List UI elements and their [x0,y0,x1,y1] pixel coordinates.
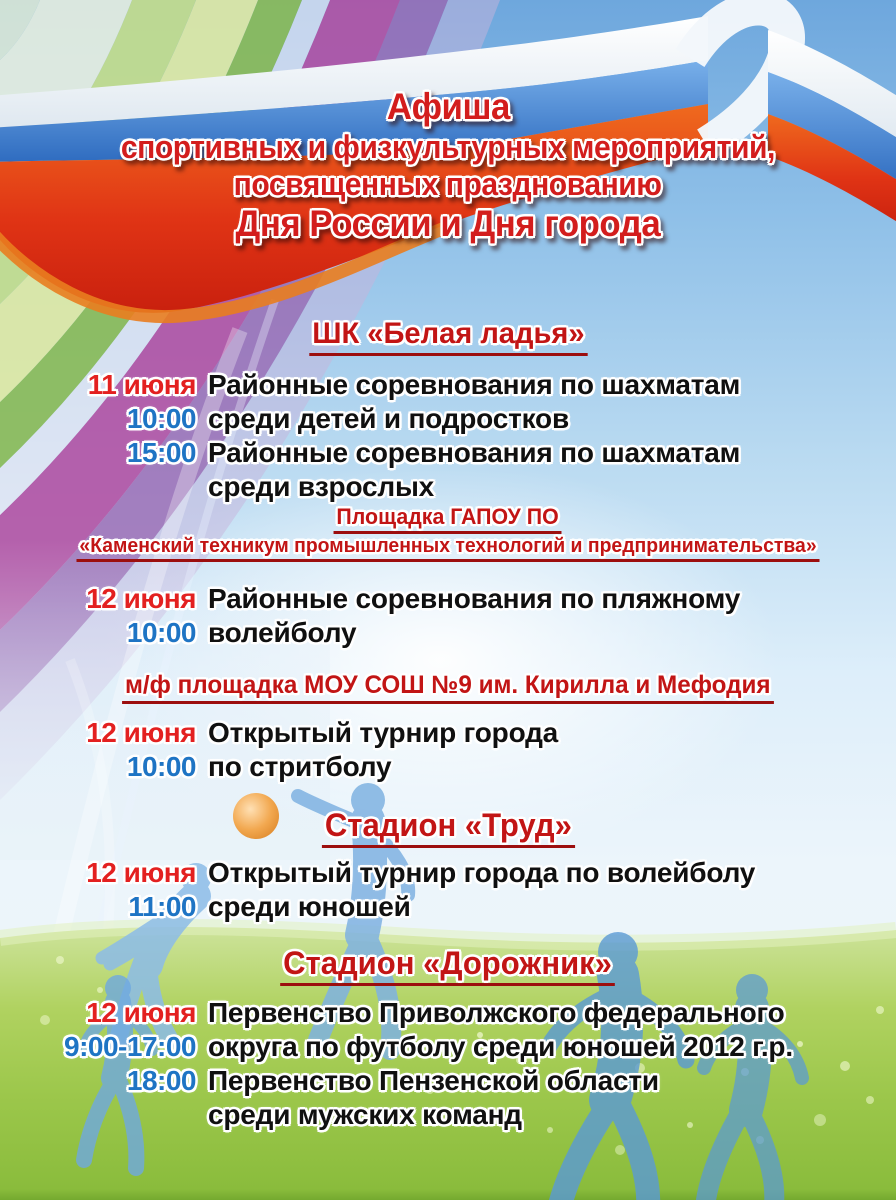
event-row [28,616,868,650]
event-text: Первенство Приволжского федерального [208,997,785,1028]
event-text: Районные соревнования по шахматам [208,437,741,468]
event-text: Открытый турнир города [208,717,559,748]
event-time: 10:00 [126,751,196,782]
event-row [28,890,868,924]
event-time: 15:00 [126,437,196,468]
event-time: 10:00 [126,617,196,648]
event-row [28,716,868,750]
section-chess-club [28,316,868,504]
section-heading-line-2: «Каменский техникум промышленных технологий и предпринимательства» [28,534,868,562]
event-text: среди взрослых [208,471,435,502]
event-list [28,716,868,784]
poster-title-line-4: Дня России и Дня города [235,203,661,245]
event-text: среди юношей [208,891,411,922]
event-text: среди детей и подростков [208,403,569,434]
poster-title-line-3: посвященных празднованию [234,166,662,203]
event-time: 9:00-17:00 [64,1031,196,1062]
event-date: 12 июня [86,997,196,1028]
section-school-grounds [28,670,868,784]
event-date: 12 июня [86,583,196,614]
event-row [28,368,868,402]
section-heading: Стадион «Труд» [28,806,868,848]
event-time: 10:00 [126,403,196,434]
event-list [28,368,868,504]
section-heading: Площадка ГАПОУ ПО [28,504,868,534]
event-row [28,750,868,784]
section-heading: ШК «Белая ладья» [28,316,868,356]
section-college-grounds [28,504,868,650]
event-text: Открытый турнир города по волейболу [208,857,756,888]
event-date: 12 июня [86,857,196,888]
event-list [28,996,868,1132]
event-date: 12 июня [86,717,196,748]
event-row [28,436,868,470]
section-dorozhnik-stadium [28,944,868,1132]
event-time: 11:00 [128,891,196,922]
event-text: по стритболу [208,751,392,782]
event-text: Районные соревнования по пляжному [208,583,741,614]
event-list [28,582,868,650]
section-heading: Стадион «Дорожник» [28,944,868,986]
event-time: 18:00 [126,1065,196,1096]
poster-title-line-1: Афиша [386,86,510,127]
event-row [28,470,868,504]
event-row [28,856,868,890]
poster-title [0,86,896,246]
event-date: 11 июня [87,369,196,400]
event-row [28,1098,868,1132]
section-trud-stadium [28,806,868,924]
event-list [28,856,868,924]
event-row [28,582,868,616]
event-text: волейболу [208,617,357,648]
event-text: среди мужских команд [208,1099,522,1130]
event-text: Районные соревнования по шахматам [208,369,741,400]
event-text: Первенство Пензенской области [208,1065,659,1096]
event-row [28,1030,868,1064]
event-row [28,402,868,436]
section-heading: м/ф площадка МОУ СОШ №9 им. Кирилла и Мефодия [28,670,868,704]
event-row [28,1064,868,1098]
event-text: округа по футболу среди юношей 2012 г.р. [208,1031,793,1062]
poster-title-line-2: спортивных и физкультурных мероприятий, [120,128,776,165]
event-row [28,996,868,1030]
